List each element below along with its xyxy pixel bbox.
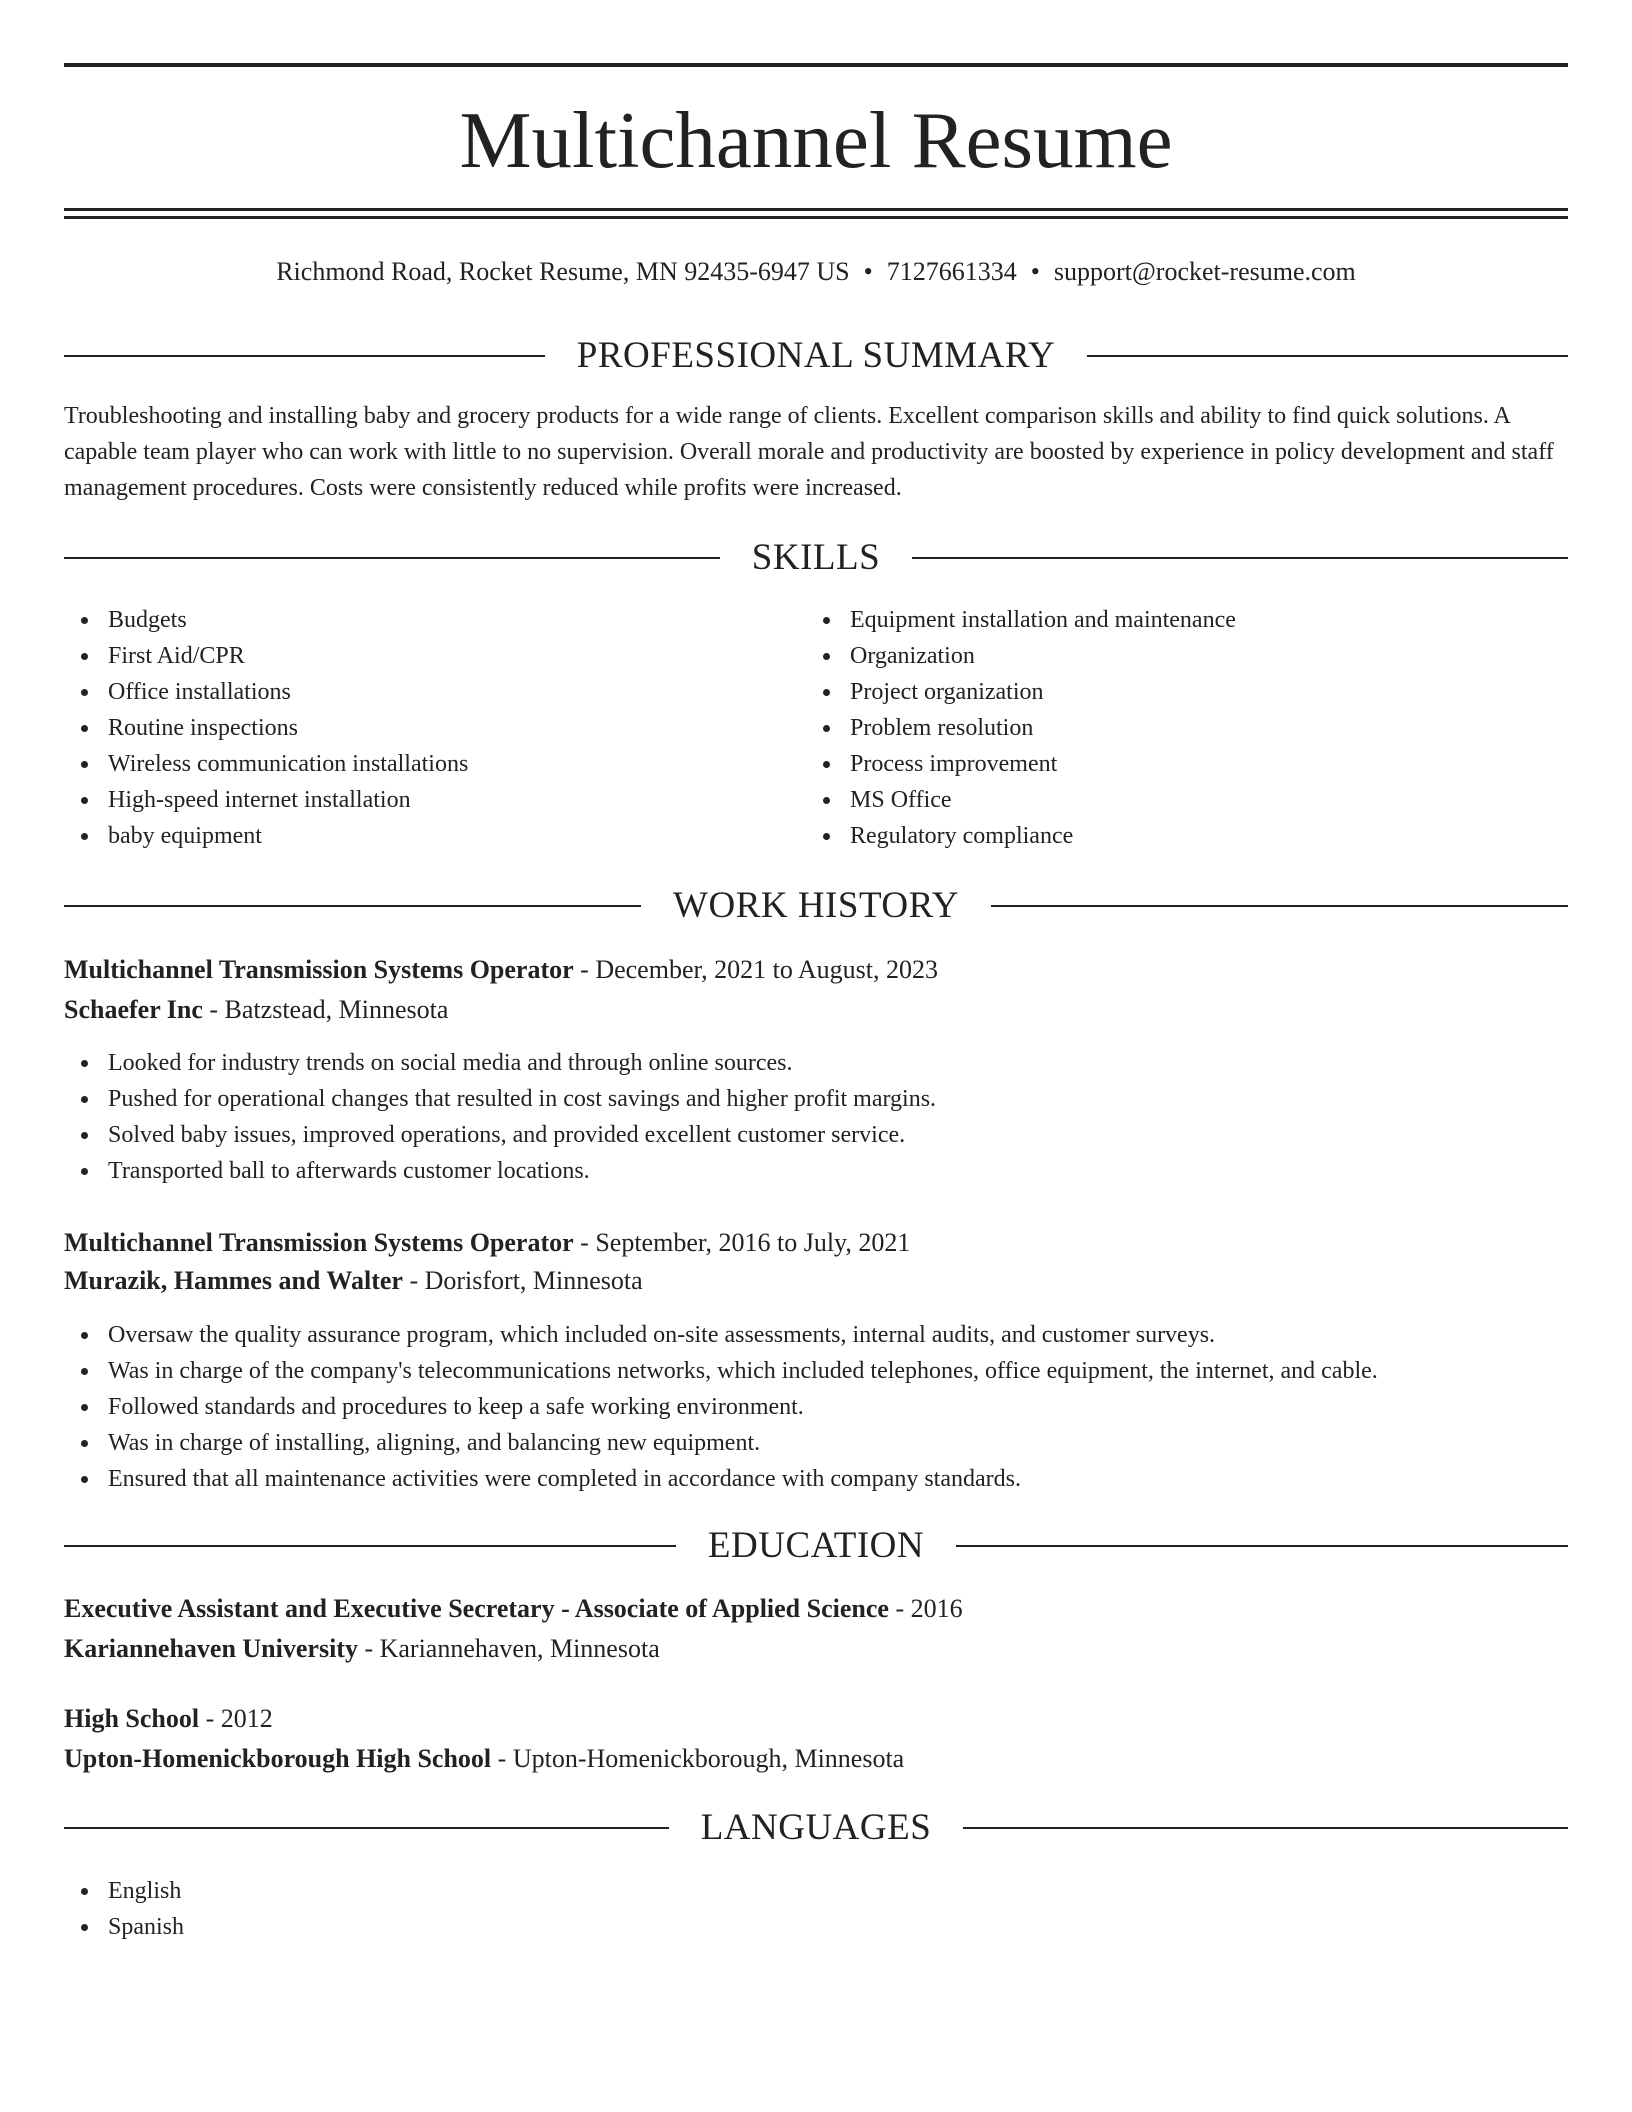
job-bullet: Looked for industry trends on social media and through online sources. — [64, 1045, 1568, 1081]
section-title: SKILLS — [751, 537, 881, 578]
school-name: Upton-Homenickborough High School — [64, 1744, 492, 1773]
skill-item: Regulatory compliance — [806, 818, 1546, 854]
contact-separator: • — [1030, 257, 1040, 286]
degree-year: - 2016 — [888, 1594, 963, 1623]
heading-rule — [991, 905, 1568, 907]
job-title: Multichannel Transmission Systems Operator — [64, 955, 574, 984]
heading-rule — [64, 355, 545, 357]
job-title: Multichannel Transmission Systems Operator — [64, 1228, 574, 1257]
skill-item: High-speed internet installation — [64, 782, 804, 818]
degree-line — [64, 1700, 1568, 1738]
school-location: - Upton-Homenickborough, Minnesota — [491, 1744, 905, 1773]
heading-rule — [64, 905, 641, 907]
contact-phone: 7127661334 — [886, 257, 1017, 286]
section-heading-summary — [64, 334, 1568, 378]
job-company: Schaefer Inc — [64, 995, 203, 1024]
degree: High School — [64, 1704, 200, 1733]
contact-email: support@rocket-resume.com — [1053, 257, 1356, 286]
heading-rule — [956, 1545, 1568, 1547]
job-bullet: Pushed for operational changes that resulted in cost savings and higher profit margins. — [64, 1081, 1568, 1117]
skills-list-left — [64, 602, 804, 854]
skill-item: Problem resolution — [806, 710, 1546, 746]
degree-line — [64, 1590, 1568, 1628]
heading-rule — [1087, 355, 1568, 357]
skill-item: Equipment installation and maintenance — [806, 602, 1546, 638]
job-company: Murazik, Hammes and Walter — [64, 1266, 403, 1295]
job-company-line — [64, 1262, 1568, 1300]
top-rule — [64, 63, 1568, 67]
degree: Executive Assistant and Executive Secretary - Associate of Applied Science — [64, 1594, 889, 1623]
section-title: WORK HISTORY — [673, 885, 959, 926]
contact-line — [64, 254, 1568, 290]
title-rule-upper — [64, 208, 1568, 211]
job-location: - Dorisfort, Minnesota — [402, 1266, 643, 1295]
language-item: English — [64, 1873, 1568, 1909]
skill-item: Process improvement — [806, 746, 1546, 782]
section-title: EDUCATION — [707, 1525, 925, 1566]
job-bullet: Transported ball to afterwards customer locations. — [64, 1153, 1568, 1189]
heading-rule — [963, 1827, 1568, 1829]
section-heading-skills — [64, 536, 1568, 580]
job-bullet: Ensured that all maintenance activities were completed in accordance with company standards. — [64, 1461, 1568, 1497]
school-name: Kariannehaven University — [64, 1634, 358, 1663]
skill-item: baby equipment — [64, 818, 804, 854]
skills-list-right — [806, 602, 1546, 854]
skill-item: Routine inspections — [64, 710, 804, 746]
title-rule-lower — [64, 216, 1568, 219]
contact-address: Richmond Road, Rocket Resume, MN 92435-6947 US — [276, 257, 850, 286]
contact-separator: • — [863, 257, 873, 286]
languages-list — [64, 1873, 1568, 1945]
job-bullets — [64, 1045, 1568, 1189]
section-heading-work — [64, 884, 1568, 928]
job-bullet: Was in charge of installing, aligning, and balancing new equipment. — [64, 1425, 1568, 1461]
job-company-line — [64, 991, 1568, 1029]
school-line — [64, 1630, 1568, 1668]
skill-item: Organization — [806, 638, 1546, 674]
resume-title: Multichannel Resume — [459, 95, 1173, 185]
job-bullet: Oversaw the quality assurance program, which included on-site assessments, internal audits, and customer surveys. — [64, 1317, 1568, 1353]
job-bullets — [64, 1317, 1568, 1497]
degree-year: - 2012 — [199, 1704, 273, 1733]
skill-item: Project organization — [806, 674, 1546, 710]
skill-item: First Aid/CPR — [64, 638, 804, 674]
language-item: Spanish — [64, 1909, 1568, 1945]
summary-text: Troubleshooting and installing baby and grocery products for a wide range of clients. Excellent comparison skills and ability to find quick solutions. A capable team player who can work with little to no supervision. Overall morale and productivity are boosted by experience in policy development and staff management procedures. Costs were consistently reduced while profits were increased. — [64, 403, 1554, 501]
job-location: - Batzstead, Minnesota — [202, 995, 449, 1024]
heading-rule — [912, 557, 1568, 559]
skill-item: MS Office — [806, 782, 1546, 818]
job-dates: - December, 2021 to August, 2023 — [573, 955, 939, 984]
skill-item: Budgets — [64, 602, 804, 638]
skill-item: Wireless communication installations — [64, 746, 804, 782]
section-heading-languages — [64, 1806, 1568, 1850]
section-title: PROFESSIONAL SUMMARY — [576, 335, 1056, 376]
skill-item: Office installations — [64, 674, 804, 710]
job-bullet: Solved baby issues, improved operations, and provided excellent customer service. — [64, 1117, 1568, 1153]
heading-rule — [64, 557, 720, 559]
job-title-line — [64, 951, 1568, 989]
job-bullet: Was in charge of the company's telecommunications networks, which included telephones, office equipment, the internet, and cable. — [64, 1353, 1568, 1389]
heading-rule — [64, 1545, 676, 1547]
school-line — [64, 1740, 1568, 1778]
section-title: LANGUAGES — [700, 1807, 932, 1848]
section-heading-education — [64, 1524, 1568, 1568]
heading-rule — [64, 1827, 669, 1829]
job-bullet: Followed standards and procedures to keep a safe working environment. — [64, 1389, 1568, 1425]
job-title-line — [64, 1224, 1568, 1262]
job-dates: - September, 2016 to July, 2021 — [573, 1228, 911, 1257]
school-location: - Kariannehaven, Minnesota — [357, 1634, 660, 1663]
